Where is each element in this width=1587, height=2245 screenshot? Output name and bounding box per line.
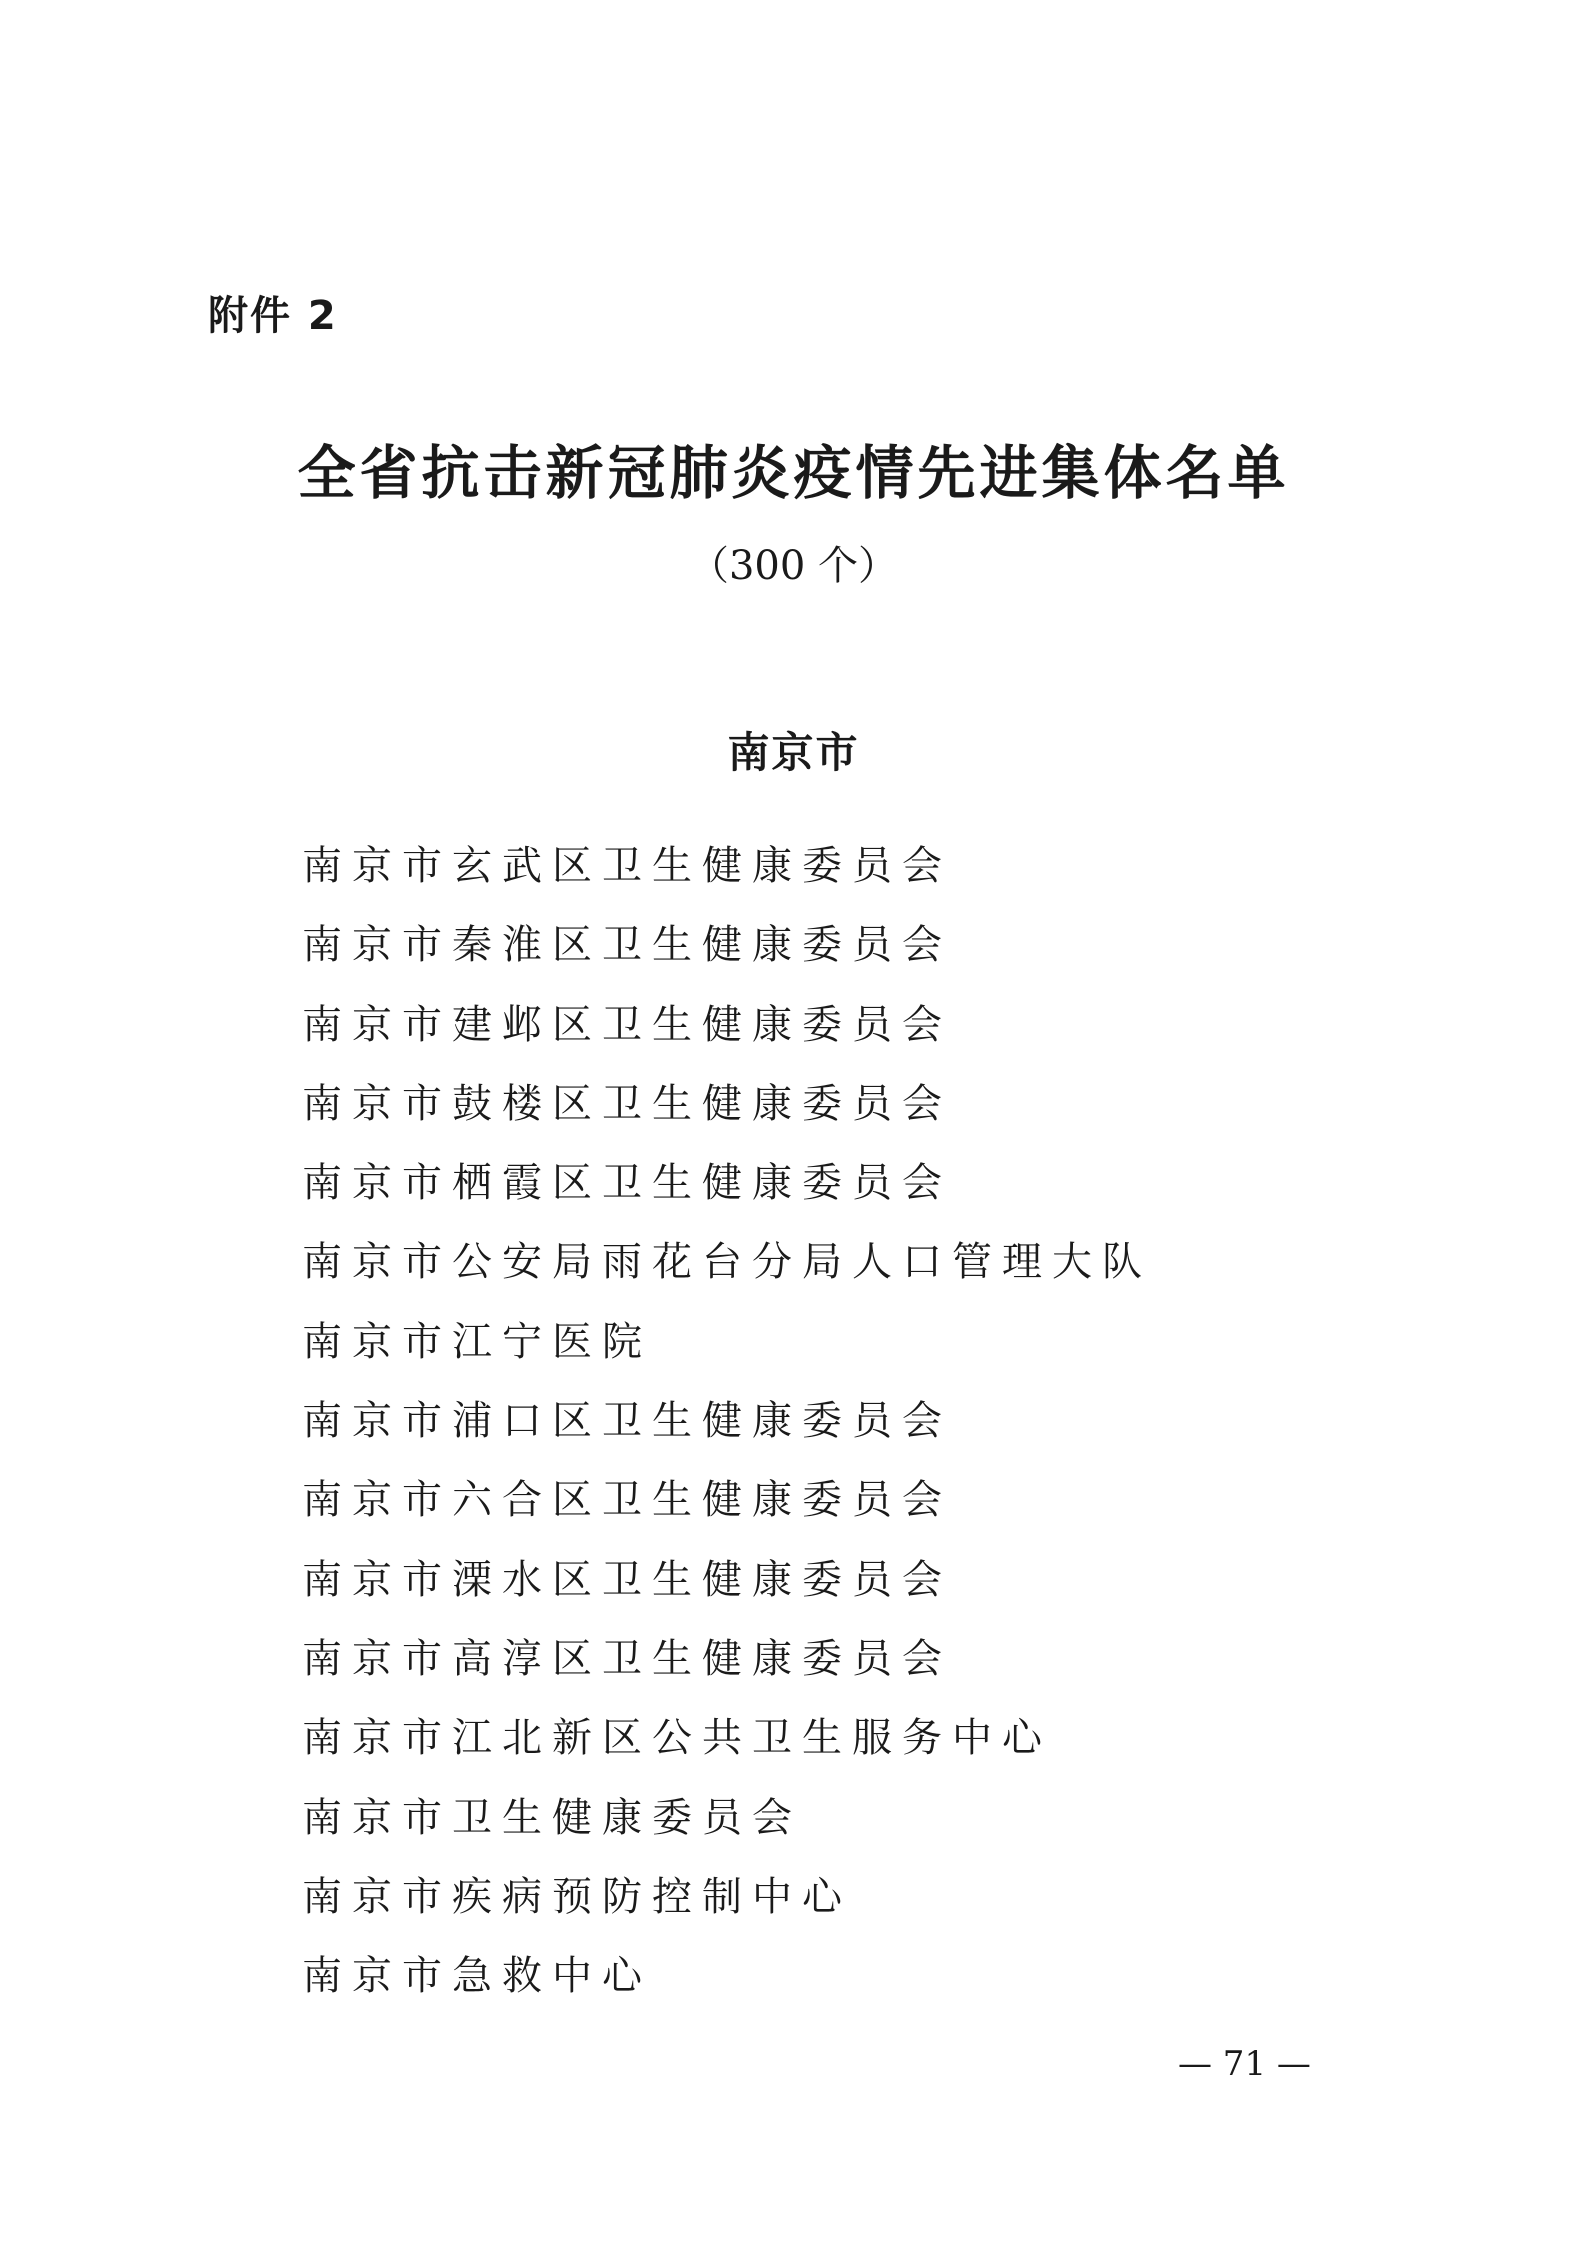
list-item: 南京市高淳区卫生健康委员会 [302, 1635, 952, 1682]
list-item: 南京市卫生健康委员会 [302, 1794, 802, 1841]
document-title: 全省抗击新冠肺炎疫情先进集体名单 [297, 439, 1290, 507]
list-item: 南京市公安局雨花台分局人口管理大队 [302, 1239, 1152, 1286]
list-item: 南京市秦淮区卫生健康委员会 [302, 922, 952, 969]
list-item: 南京市疾病预防控制中心 [302, 1873, 852, 1920]
list-item: 南京市急救中心 [302, 1953, 652, 2000]
attachment-label: 附件 2 [208, 293, 338, 339]
list-item: 南京市栖霞区卫生健康委员会 [302, 1160, 952, 1207]
document-subtitle: （300 个） [688, 543, 899, 589]
list-item: 南京市浦口区卫生健康委员会 [302, 1398, 952, 1445]
unit-list [302, 840, 1152, 2029]
list-item: 南京市六合区卫生健康委员会 [302, 1477, 952, 1524]
list-item: 南京市玄武区卫生健康委员会 [302, 843, 952, 889]
list-item: 南京市江宁医院 [302, 1318, 652, 1365]
list-item: 南京市江北新区公共卫生服务中心 [302, 1715, 1052, 1762]
section-heading: 南京市 [727, 728, 860, 777]
page-number: — 71 — [1178, 2044, 1311, 2084]
list-item: 南京市建邺区卫生健康委员会 [302, 1001, 952, 1048]
list-item: 南京市溧水区卫生健康委员会 [302, 1556, 952, 1603]
list-item: 南京市鼓楼区卫生健康委员会 [302, 1080, 952, 1127]
